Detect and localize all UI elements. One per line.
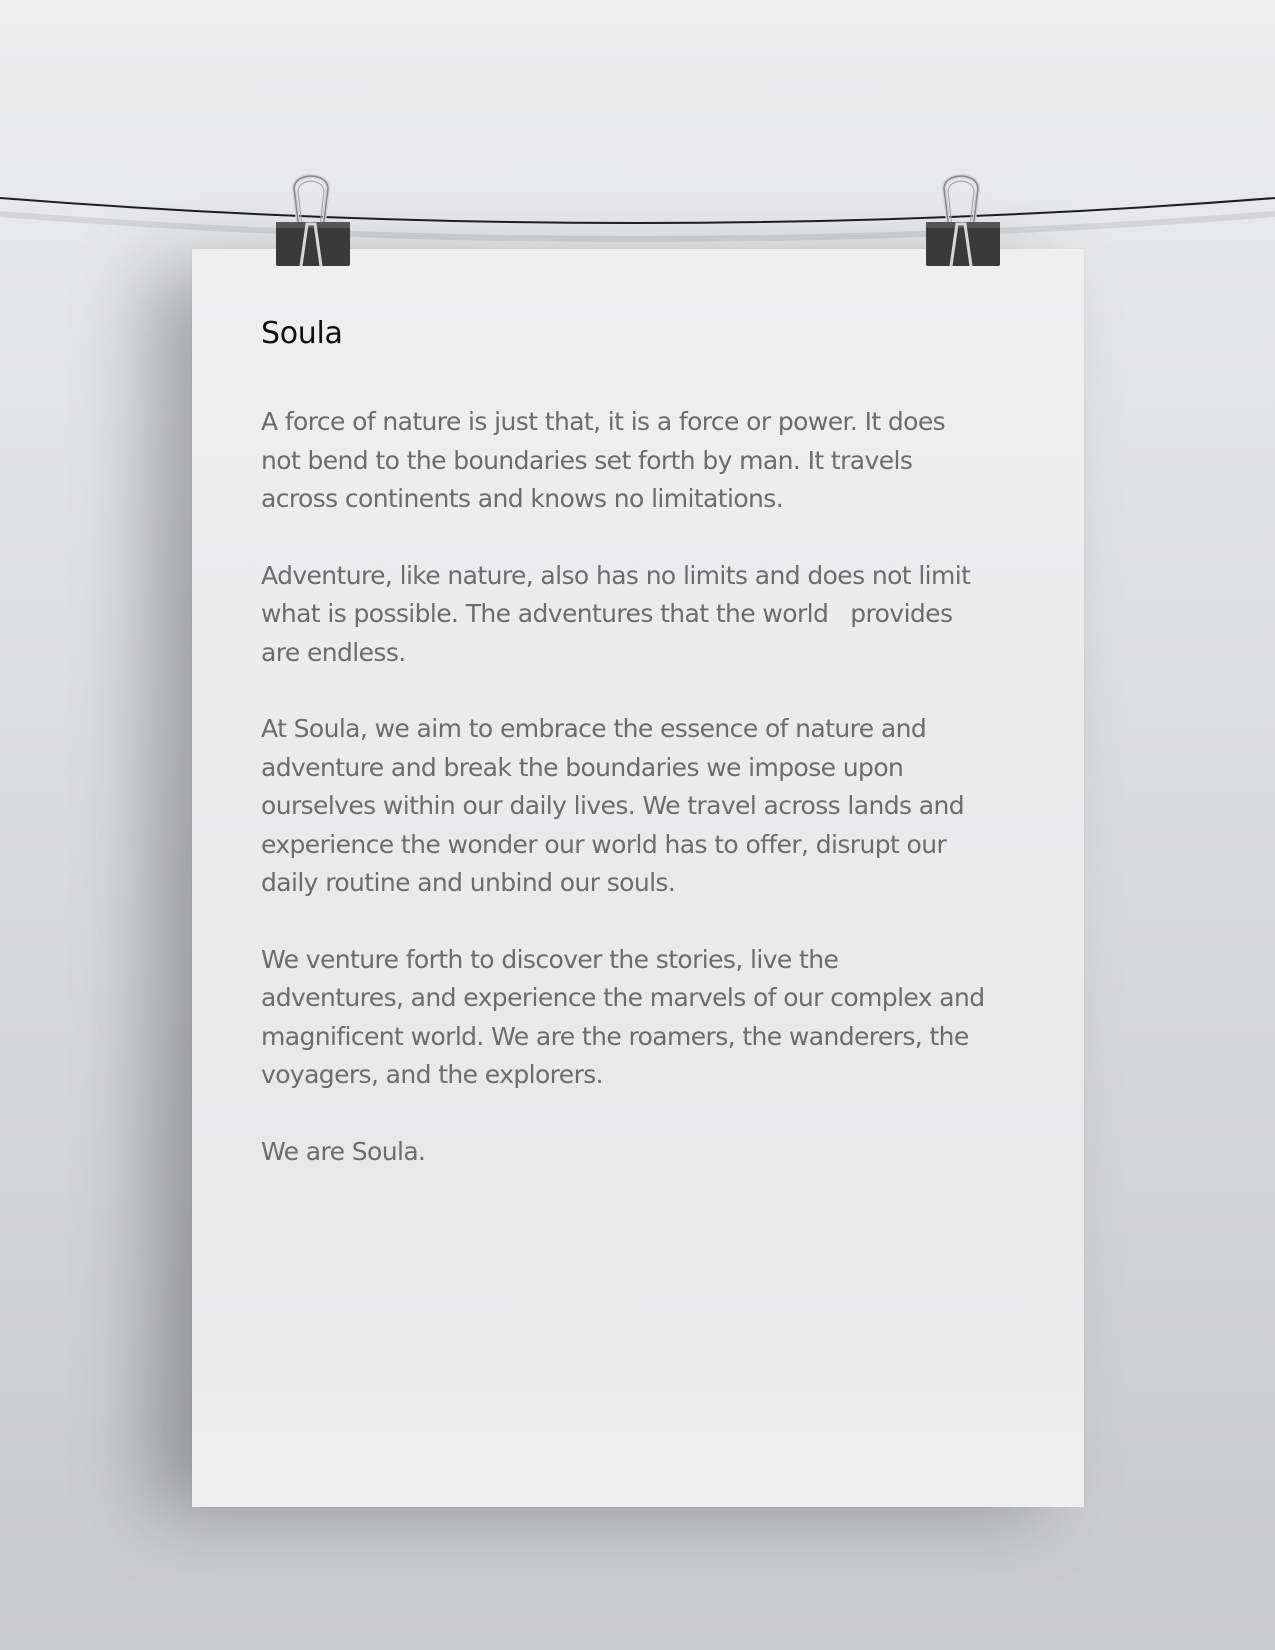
document-title: Soula	[261, 316, 343, 351]
binder-clip-icon	[921, 170, 1005, 270]
paragraph-at-soula: At Soula, we aim to embrace the essence of nature and adventure and break the boundaries we impose upon ourselves within our daily lives. We travel across lands and experience the wonder our world has to offer, disrupt our daily routine and unbind our souls.	[261, 714, 964, 897]
paragraph-adventure: Adventure, like nature, also has no limits and does not limit what is possible. The adventures that the world provides are endless.	[261, 560, 971, 667]
paragraph-force-of-nature: A force of nature is just that, it is a force or power. It does not bend to the boundaries set forth by man. It travels across continents and knows no limitations.	[261, 407, 946, 513]
document-body	[261, 403, 1041, 1209]
binder-clip-icon	[271, 170, 355, 270]
paragraph-we-are-soula: We are Soula.	[261, 1136, 426, 1166]
paper-sheet	[192, 249, 1084, 1507]
paragraph-we-venture: We venture forth to discover the stories, live the adventures, and experience the marvels of our complex and magnificent world. We are the roamers, the wanderers, the voyagers, and the explorers.	[261, 944, 985, 1089]
